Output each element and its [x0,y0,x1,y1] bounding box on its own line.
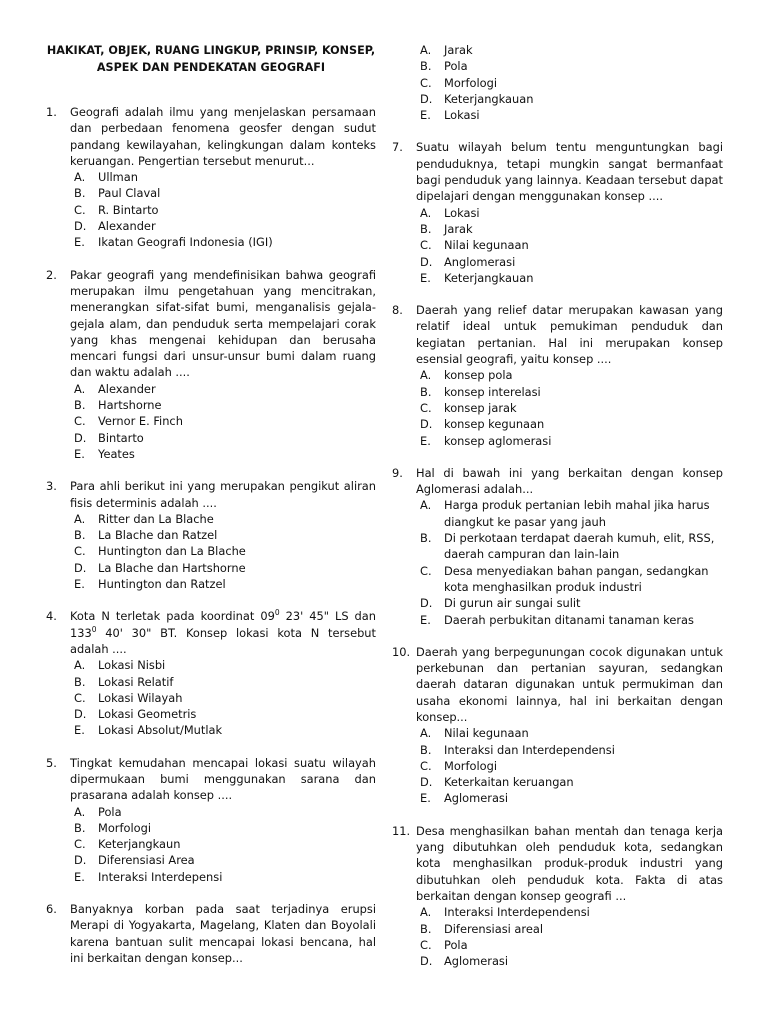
option-text: La Blache dan Hartshorne [98,560,246,575]
question-number: 9. [392,465,403,480]
question-1 [46,104,376,251]
option-d [70,852,376,868]
question-7 [392,139,723,286]
option-b [416,58,723,74]
option-text: Ikatan Geografi Indonesia (IGI) [98,235,273,250]
option-letter: A. [420,43,432,57]
option-text: R. Bintarto [98,202,159,217]
option-text: Hartshorne [98,398,162,413]
option-text: Lokasi Geometris [98,707,197,722]
option-list [70,381,376,462]
option-text: konsep pola [444,368,513,383]
option-e [416,790,723,806]
question-number: 2. [46,267,57,282]
option-letter: C. [74,202,86,217]
option-d [416,953,723,969]
option-a [70,381,376,397]
option-c [70,413,376,429]
option-text: Lokasi [444,108,480,123]
option-letter: C. [420,563,432,578]
option-text: Pola [98,804,122,819]
option-text: Aglomerasi [444,954,509,969]
option-c [416,563,723,596]
option-letter: B. [420,742,432,757]
option-d [416,416,723,432]
option-e [70,722,376,738]
right-column [392,0,723,969]
option-b [416,921,723,937]
question-6 [46,901,376,966]
option-text: Interaksi Interdepensi [98,869,223,884]
question-4 [46,608,376,738]
option-letter: E. [74,577,85,592]
option-letter: B. [74,820,86,835]
question-9 [392,465,723,628]
option-text: Keterjangkauan [444,91,534,106]
option-c [70,543,376,559]
option-list [416,205,723,286]
option-b [416,742,723,758]
option-b [70,674,376,690]
option-text: Di perkotaan terdapat daerah kumuh, elit, RSS, daerah campuran dan lain-lain [444,531,715,562]
option-letter: B. [420,921,432,936]
option-letter: C. [74,690,86,705]
option-letter: B. [74,186,86,201]
option-text: Pola [444,937,468,952]
question-number: 5. [46,755,57,770]
option-letter: C. [420,400,432,415]
option-list [416,904,723,969]
option-text: Lokasi Relatif [98,674,174,689]
option-letter: E. [420,791,431,806]
option-letter: D. [420,775,433,790]
option-letter: E. [74,869,85,884]
option-letter: B. [420,384,432,399]
option-letter: E. [420,270,431,285]
option-text: La Blache dan Ratzel [98,528,218,543]
option-a [70,169,376,185]
option-letter: E. [74,446,85,461]
option-e [70,234,376,250]
option-list [70,511,376,592]
option-list [416,367,723,448]
option-letter: A. [74,381,86,396]
option-text: Harga produk pertanian lebih mahal jika harus diangkut ke pasar yang jauh [444,498,710,529]
option-text: Keterkaitan keruangan [444,775,574,790]
option-text: konsep aglomerasi [444,433,552,448]
option-letter: A. [420,368,432,383]
option-letter: D. [74,853,87,868]
option-text: Lokasi [444,205,480,220]
option-a [416,725,723,741]
option-letter: D. [420,596,433,611]
question-number: 10. [392,644,411,659]
option-a [416,367,723,383]
option-text: Pola [444,59,468,74]
option-text: Jarak [444,221,473,236]
question-text-part: 40' 30" BT. Konsep lokasi kota N tersebut adalah .... [70,625,376,656]
option-text: Interaksi Interdependensi [444,905,590,920]
option-text: Aglomerasi [444,791,509,806]
question-text: Daerah yang berpegunungan cocok digunakan untuk perkebunan dan pertanian sayuran, sedangkan daerah dataran digunakan untuk permukiman dan usaha ekonomi lainnya, hal ini berkaitan dengan konsep... [416,644,723,724]
question-6-options [392,42,723,123]
option-letter: B. [420,531,432,546]
option-letter: E. [420,612,431,627]
question-text: Banyaknya korban pada saat terjadinya erupsi Merapi di Yogyakarta, Magelang, Klaten dan Boyolali karena bantuan sulit mencapai lokasi bencana, hal ini berkaitan dengan konsep... [70,902,376,965]
option-d [416,774,723,790]
option-letter: A. [420,205,432,220]
option-letter: D. [420,417,433,432]
option-text: Morfologi [444,758,497,773]
option-text: Interaksi dan Interdependensi [444,742,615,757]
question-11 [392,823,723,970]
option-text: Ritter dan La Blache [98,511,214,526]
option-letter: A. [74,511,86,526]
question-number: 6. [46,902,57,917]
option-letter: E. [74,723,85,738]
option-letter: D. [74,707,87,722]
option-text: Paul Claval [98,186,161,201]
question-text-part: Kota N terletak pada koordinat 09 [70,609,275,624]
option-text: Nilai kegunaan [444,238,529,253]
question-text: Pakar geografi yang mendefinisikan bahwa geografi merupakan ilmu pengetahuan yang mencitrakan, menerangkan sifat-sifat bumi, menganalisis gejala-gejala alam, dan penduduk serta mempelajari corak yang khas mengenai kehidupan dan berusaha mencari fungsi dari unsur-unsur bumi dalam ruang dan waktu adalah .... [70,267,376,380]
option-letter: C. [420,937,432,952]
question-text: Geografi adalah ilmu yang menjelaskan persamaan dan perbedaan fenomena geosfer dengan sudut pandang kewilayahan, kelingkungan dalam konteks keruangan. Pengertian tersebut menurut... [70,105,376,168]
question-text: Suatu wilayah belum tentu menguntungkan bagi penduduknya, tetapi mungkin sangat bermanfaat bagi penduduk yang lainnya. Keadaan tersebut dapat dipelajari dengan menggunakan konsep .... [416,140,723,204]
question-10 [392,644,723,807]
option-text: Yeates [98,446,135,461]
option-b [416,384,723,400]
option-text: Jarak [444,43,473,57]
page-title [46,42,376,76]
option-a [416,497,723,530]
question-text: Desa menghasilkan bahan mentah dan tenaga kerja yang dibutuhkan oleh penduduk kota, sedangkan kota menghasilkan produk-produk industri yang dibutuhkan oleh penduduk kota. Fakta di atas berkaitan dengan konsep geografi ... [416,823,723,903]
option-a [416,904,723,920]
option-letter: A. [74,658,86,673]
option-letter: B. [420,59,432,74]
option-e [70,446,376,462]
option-c [416,758,723,774]
option-text: konsep jarak [444,400,517,415]
option-letter: E. [420,433,431,448]
option-d [416,595,723,611]
option-text: Lokasi Absolut/Mutlak [98,723,223,738]
option-letter: A. [74,170,86,185]
option-letter: D. [74,430,87,445]
option-letter: D. [74,219,87,234]
option-e [416,612,723,628]
option-d [70,218,376,234]
option-b [70,185,376,201]
option-text: Daerah perbukitan ditanami tanaman keras [444,612,694,627]
option-d [416,254,723,270]
question-text: Daerah yang relief datar merupakan kawasan yang relatif ideal untuk pemukiman penduduk dan kegiatan pertanian. Hal ini merupakan konsep esensial geografi, yaitu konsep .... [416,303,723,367]
option-d [70,560,376,576]
option-letter: B. [74,398,86,413]
option-list [416,497,723,627]
option-text: Alexander [98,381,156,396]
question-number: 4. [46,609,57,624]
option-c [70,202,376,218]
option-b [416,530,723,563]
option-letter: D. [420,954,433,969]
question-number: 11. [392,823,411,838]
option-text: Ullman [98,170,138,185]
question-number: 3. [46,479,57,494]
option-c [70,836,376,852]
option-letter: C. [420,238,432,253]
question-2 [46,267,376,463]
question-3 [46,478,376,592]
option-letter: B. [420,221,432,236]
option-e [70,869,376,885]
option-c [416,937,723,953]
option-list [416,725,723,806]
option-letter: D. [74,560,87,575]
option-letter: A. [74,804,86,819]
option-e [416,270,723,286]
option-letter: B. [74,528,86,543]
option-letter: D. [420,91,433,106]
option-letter: C. [420,758,432,773]
option-letter: E. [74,235,85,250]
option-text: Vernor E. Finch [98,414,183,429]
option-text: Lokasi Wilayah [98,690,183,705]
question-text: Para ahli berikut ini yang merupakan pengikut aliran fisis determinis adalah .... [70,479,376,510]
question-number: 7. [392,140,403,155]
option-text: Alexander [98,219,156,234]
option-text: konsep interelasi [444,384,541,399]
question-text: Hal di bawah ini yang berkaitan dengan konsep Aglomerasi adalah... [416,465,723,497]
option-text: Huntington dan La Blache [98,544,246,559]
left-column [46,0,376,966]
option-text: Morfologi [444,75,497,90]
title-line-1: HAKIKAT, OBJEK, RUANG LINGKUP, PRINSIP, KONSEP, [46,44,376,57]
option-letter: A. [420,905,432,920]
option-text: Di gurun air sungai sulit [444,596,581,611]
option-text: Nilai kegunaan [444,726,529,741]
option-text: Keterjangkaun [98,837,181,852]
option-letter: E. [420,108,431,123]
option-list [70,169,376,250]
option-c [70,690,376,706]
option-e [416,433,723,449]
option-letter: D. [420,254,433,269]
option-b [70,820,376,836]
question-8 [392,302,723,449]
question-text-part: 23' 45" LS dan 133 [70,609,376,640]
option-letter: B. [74,674,86,689]
option-a [70,657,376,673]
option-text: Diferensiasi Area [98,853,195,868]
question-text: Tingkat kemudahan mencapai lokasi suatu wilayah dipermukaan bumi menggunakan sarana dan prasarana adalah konsep .... [70,755,376,803]
option-c [416,75,723,91]
option-list [70,804,376,885]
option-text: konsep kegunaan [444,417,545,432]
option-letter: A. [420,726,432,741]
option-d [70,706,376,722]
option-text: Keterjangkauan [444,270,534,285]
option-c [416,237,723,253]
option-a [70,511,376,527]
option-a [416,42,723,58]
option-text: Lokasi Nisbi [98,658,166,673]
option-text: Huntington dan Ratzel [98,577,226,592]
degree-superscript: 0 [274,608,280,618]
option-b [70,397,376,413]
title-line-2: ASPEK DAN PENDEKATAN GEOGRAFI [96,61,326,74]
option-list [70,657,376,738]
option-c [416,400,723,416]
question-number: 1. [46,105,57,119]
degree-superscript: 0 [91,624,97,634]
question-number: 8. [392,303,403,318]
option-b [70,527,376,543]
option-e [70,576,376,592]
question-5 [46,755,376,885]
option-text: Morfologi [98,820,151,835]
option-letter: C. [74,544,86,559]
option-letter: C. [420,75,432,90]
option-letter: C. [74,414,86,429]
option-text: Bintarto [98,430,144,445]
option-letter: C. [74,837,86,852]
option-a [416,205,723,221]
option-d [416,91,723,107]
option-d [70,430,376,446]
option-text: Diferensiasi areal [444,921,543,936]
option-text: Anglomerasi [444,254,516,269]
option-a [70,804,376,820]
question-text [70,608,376,657]
option-b [416,221,723,237]
option-e [416,107,723,123]
option-letter: A. [420,498,432,513]
option-text: Desa menyediakan bahan pangan, sedangkan kota menghasilkan produk industri [444,563,709,594]
